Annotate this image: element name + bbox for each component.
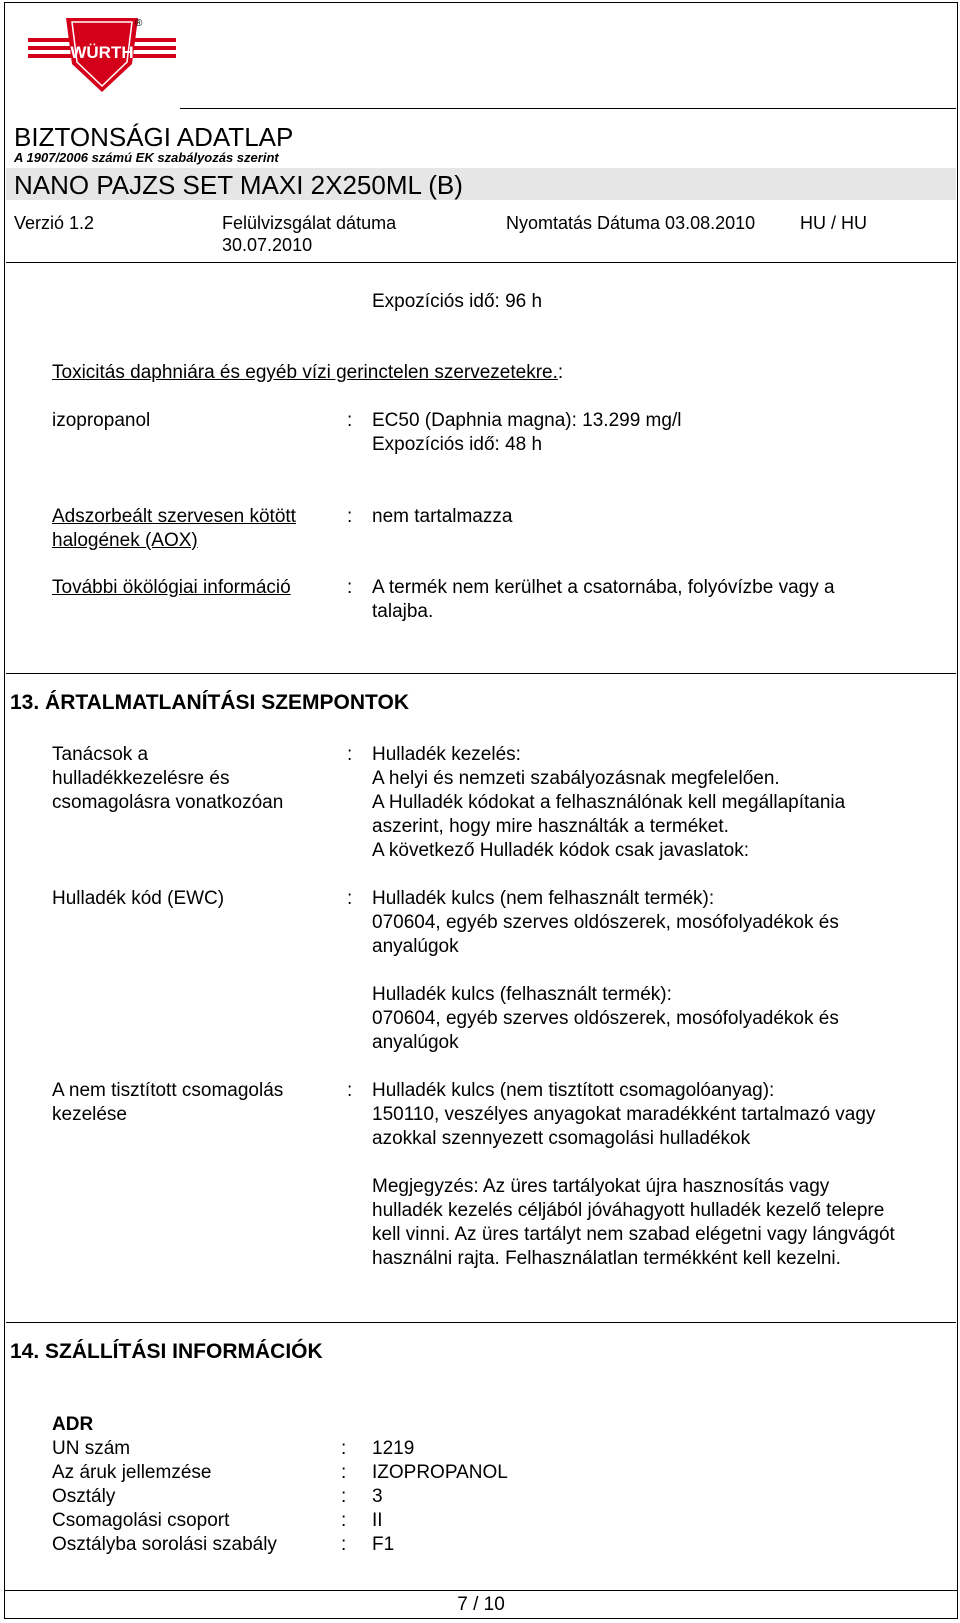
note-4: használni rajta. Felhasználatlan termékként kell kezelni. xyxy=(372,1248,841,1269)
advice-value-1: Hulladék kezelés: xyxy=(372,744,521,765)
adr-row-value: II xyxy=(372,1510,383,1531)
ewc-used-3: anyalúgok xyxy=(372,1032,459,1053)
ewc-used-2: 070604, egyéb szerves oldószerek, mosófolyadékok és xyxy=(372,1008,839,1029)
colon: : xyxy=(347,410,353,431)
svg-text:WÜRTH: WÜRTH xyxy=(70,43,134,62)
print-date: Nyomtatás Dátuma 03.08.2010 xyxy=(506,213,756,233)
colon: : xyxy=(341,1438,347,1459)
adr-row-label: UN szám xyxy=(52,1438,131,1459)
adr-row-label: Osztályba sorolási szabály xyxy=(52,1534,277,1555)
adr-row-label: Az áruk jellemzése xyxy=(52,1462,212,1483)
section-13-heading: 13. ÁRTALMATLANÍTÁSI SZEMPONTOK xyxy=(10,691,409,714)
colon: : xyxy=(347,888,353,909)
further-eco-value-2: talajba. xyxy=(372,601,434,622)
adr-row-value: F1 xyxy=(372,1534,395,1555)
colon: : xyxy=(347,744,353,765)
colon: : xyxy=(341,1462,347,1483)
ewc-unused-1: Hulladék kulcs (nem felhasznált termék): xyxy=(372,888,715,909)
advice-label-2: hulladékkezelésre és xyxy=(52,768,230,789)
adr-row-label: Osztály xyxy=(52,1486,116,1507)
packaging-label-1: A nem tisztított csomagolás xyxy=(52,1080,284,1101)
packaging-value-1: Hulladék kulcs (nem tisztított csomagolóanyag): xyxy=(372,1080,775,1101)
svg-text:®: ® xyxy=(135,18,143,29)
section-14-heading: 14. SZÁLLÍTÁSI INFORMÁCIÓK xyxy=(10,1340,323,1363)
packaging-value-3: azokkal szennyezett csomagolási hulladékok xyxy=(372,1128,751,1149)
page-number: 7 / 10 xyxy=(457,1594,505,1615)
aox-value: nem tartalmazza xyxy=(372,506,513,527)
advice-label-3: csomagolásra vonatkozóan xyxy=(52,792,284,813)
further-eco-value-1: A termék nem kerülhet a csatornába, folyóvízbe vagy a xyxy=(372,577,835,598)
advice-label-1: Tanácsok a xyxy=(52,744,149,765)
exposure-48h: Expozíciós idő: 48 h xyxy=(372,434,543,455)
colon: : xyxy=(341,1534,347,1555)
revision-label: Felülvizsgálat dátuma xyxy=(222,213,397,233)
product-name: NANO PAJZS SET MAXI 2X250ML (B) xyxy=(14,170,463,200)
packaging-label-2: kezelése xyxy=(52,1104,127,1125)
ewc-label: Hulladék kód (EWC) xyxy=(52,888,225,909)
adr-row-label: Csomagolási csoport xyxy=(52,1510,230,1531)
aox-label-2: halogének (AOX) xyxy=(52,530,198,551)
version: Verzió 1.2 xyxy=(14,213,95,233)
advice-value-2: A helyi és nemzeti szabályozásnak megfelelően. xyxy=(372,768,780,789)
adr-row-value: 3 xyxy=(372,1486,383,1507)
adr-row-value: 1219 xyxy=(372,1438,415,1459)
colon: : xyxy=(341,1486,347,1507)
doc-title: BIZTONSÁGI ADATLAP xyxy=(14,122,294,152)
further-eco-label: További ökölógiai információ xyxy=(52,577,291,598)
wurth-logo xyxy=(28,12,176,96)
advice-value-3: A Hulladék kódokat a felhasználónak kell megállapítania xyxy=(372,792,846,813)
note-1: Megjegyzés: Az üres tartályokat újra hasznosítás vagy xyxy=(372,1176,830,1197)
section-rule xyxy=(6,1322,956,1323)
substance-ec50: EC50 (Daphnia magna): 13.299 mg/l xyxy=(372,410,682,431)
colon: : xyxy=(347,506,353,527)
colon: : xyxy=(341,1510,347,1531)
note-2: hulladék kezelés céljából jóváhagyott hulladék kezelő telepre xyxy=(372,1200,885,1221)
section-rule xyxy=(6,673,956,674)
exposure-96h: Expozíciós idő: 96 h xyxy=(372,291,543,312)
ewc-used-1: Hulladék kulcs (felhasznált termék): xyxy=(372,984,672,1005)
ewc-unused-2: 070604, egyéb szerves oldószerek, mosófolyadékok és xyxy=(372,912,839,933)
packaging-value-2: 150110, veszélyes anyagokat maradékként tartalmazó vagy xyxy=(372,1104,876,1125)
note-3: kell vinni. Az üres tartályt nem szabad elégetni vagy lángvágót xyxy=(372,1224,895,1245)
page-footer xyxy=(4,1590,958,1620)
header-bottom-rule xyxy=(6,262,956,263)
ewc-unused-3: anyalúgok xyxy=(372,936,459,957)
locale: HU / HU xyxy=(800,213,867,233)
colon: : xyxy=(347,1080,353,1101)
revision-date: 30.07.2010 xyxy=(222,235,313,255)
daphnia-heading: Toxicitás daphniára és egyéb vízi gerinctelen szervezetekre.: xyxy=(52,362,564,383)
adr-row-value: IZOPROPANOL xyxy=(372,1462,508,1483)
header-top-rule xyxy=(180,108,956,109)
substance-label: izopropanol xyxy=(52,410,151,431)
colon: : xyxy=(347,577,353,598)
adr-heading: ADR xyxy=(52,1414,94,1435)
regulation-subtitle: A 1907/2006 számú EK szabályozás szerint xyxy=(14,150,279,165)
aox-label-1: Adszorbeált szervesen kötött xyxy=(52,506,296,527)
advice-value-5: A következő Hulladék kódok csak javaslatok: xyxy=(372,840,750,861)
advice-value-4: aszerint, hogy mire használták a terméket. xyxy=(372,816,729,837)
